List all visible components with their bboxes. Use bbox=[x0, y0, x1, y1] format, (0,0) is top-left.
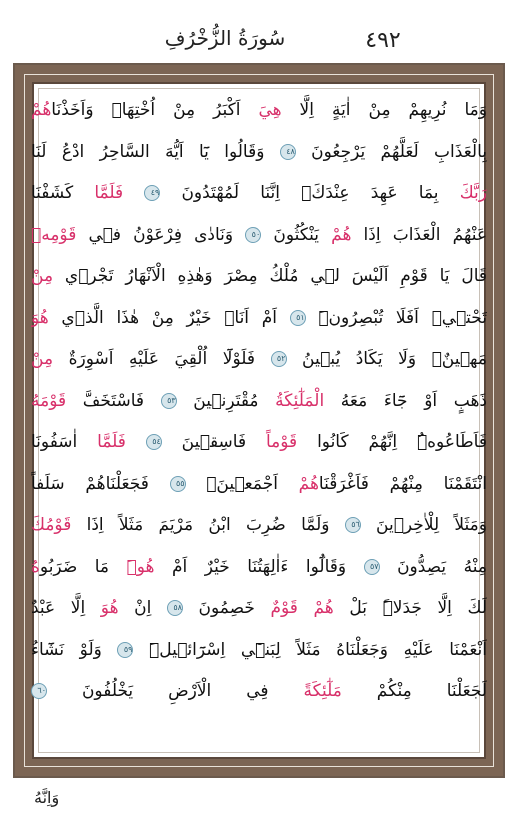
verse-text: وَمَثَلاً لِلْاٰخِرٖينَ bbox=[360, 515, 487, 535]
verse-text: مُقْتَرِنٖينَ bbox=[176, 390, 276, 411]
verse-text: وَلَمَّا ضُرِبَ ابْنُ مَرْيَمَ مَثَلاً اِذَا bbox=[71, 515, 345, 535]
verse-text: مَا ضَرَبُو bbox=[39, 556, 127, 577]
verse-text: تَحْتٖيۚ اَفَلَا تُبْصِرُونَۜ bbox=[305, 307, 487, 328]
highlighted-word: قَوْماً bbox=[265, 432, 298, 452]
verse-text: اَمْ اَنَا۬ خَيْرٌ مِنْ هٰذَا الَّذٖي bbox=[48, 307, 290, 328]
verse-text: خَصِمُونَ bbox=[182, 598, 271, 618]
verse-text: بِمَا عَهِدَ عِنْدَكَۚ اِنَّنَا لَمُهْتَدُونَ bbox=[160, 183, 460, 203]
verse-line bbox=[31, 218, 487, 252]
catchword: وَاِنَّهُ bbox=[34, 788, 60, 807]
surah-title: سُورَةُ الزُّخْرُفِ bbox=[164, 26, 286, 50]
verse-line bbox=[31, 508, 487, 542]
verse-text: اِنْ bbox=[118, 598, 167, 618]
verse-text: يَنْكُثُونَ bbox=[261, 224, 332, 245]
verse-line bbox=[31, 550, 487, 584]
verse-text: اَجْمَعٖينَۙ bbox=[185, 473, 299, 494]
ayah-number-marker: ٥٤ bbox=[146, 434, 162, 450]
verse-text: قَالَ يَا قَوْمِ اَلَيْسَ لٖي مُلْكُ مِصْرَ وَهٰذِهِ الْاَنْهَارُ تَجْرٖي bbox=[53, 266, 487, 286]
verse-line bbox=[31, 674, 487, 708]
highlighted-word: هُمْ bbox=[31, 100, 52, 120]
verse-line bbox=[31, 93, 487, 127]
verse-text: مَهٖينٌۙ وَلَا يَكَادُ يُبٖينُ bbox=[286, 349, 487, 369]
verse-line bbox=[31, 425, 487, 459]
verse-line bbox=[31, 342, 487, 376]
verse-text bbox=[123, 183, 144, 203]
verse-text: فَاسِقٖينَ bbox=[161, 432, 266, 452]
highlighted-word: قَوْمَهُ bbox=[31, 390, 67, 411]
highlighted-word: هُ bbox=[31, 556, 40, 577]
verse-text: وَقَالُوا يَٓا اَيُّهَ السَّاحِرُ ادْعُ لَنَا bbox=[31, 141, 280, 162]
verse-line bbox=[31, 633, 487, 667]
verse-line bbox=[31, 301, 487, 335]
verse-text: وَلَوْ نَشَٓاءُ bbox=[31, 639, 118, 660]
verse-text: اٰسَفُونَا bbox=[31, 432, 98, 452]
verse-text: اَكْبَرُ مِنْ اُخْتِهَاۘ وَاَخَذْنَا bbox=[51, 100, 259, 120]
ayah-number-marker: ٦٠ bbox=[31, 683, 47, 699]
verse-text: فَلَوْلَٓا اُلْقِيَ عَلَيْهِ اَسْوِرَةٌ bbox=[53, 349, 271, 369]
highlighted-word: مِنْ bbox=[31, 266, 54, 286]
highlighted-word: هُمْ bbox=[298, 473, 319, 494]
highlighted-word: الْمَلٰٓئِكَةُ bbox=[275, 390, 325, 411]
verse-text: وَقَالُٓوا ءَاٰلِهَتُنَا خَيْرٌ اَمْ bbox=[154, 556, 364, 577]
verse-line bbox=[31, 591, 487, 625]
verse-text: فَجَعَلْنَاهُمْ سَلَفاً bbox=[31, 473, 170, 494]
verse-line bbox=[31, 135, 487, 169]
ayah-number-marker: ٥٣ bbox=[161, 393, 177, 409]
highlighted-word: هِيَ bbox=[258, 100, 282, 120]
verse-text: وَمَا نُرِيهِمْ مِنْ اٰيَةٍ اِلَّا bbox=[281, 100, 487, 120]
highlighted-word: رَبَّكَ bbox=[459, 183, 487, 203]
verse-text: اَنْعَمْنَا عَلَيْهِ وَجَعَلْنَاهُ مَثَلاً لِبَنٖٓي اِسْرَٓائٖيلَۜ bbox=[133, 639, 487, 660]
ayah-number-marker: ٥٦ bbox=[345, 517, 361, 533]
highlighted-word: هُوَۜ bbox=[126, 556, 155, 577]
highlighted-word: مِنْ bbox=[31, 349, 54, 369]
verse-text bbox=[126, 432, 146, 452]
ayah-number-marker: ٥٢ bbox=[271, 351, 287, 367]
ayah-number-marker: ٤٩ bbox=[144, 185, 160, 201]
verse-text: فِي الْاَرْضِ يَخْلُفُونَ bbox=[47, 681, 304, 701]
verse-line bbox=[31, 176, 487, 210]
highlighted-word: هُمْ قَوْمٌ bbox=[270, 598, 334, 618]
verse-text: انْتَقَمْنَا مِنْهُمْ فَاَغْرَقْنَا bbox=[318, 473, 487, 494]
verse-text: اِلَّا عَبْدٌ bbox=[31, 598, 101, 618]
verse-text: فَاَطَاعُوهُۜ اِنَّهُمْ كَانُوا bbox=[297, 432, 487, 452]
ayah-number-marker: ٥٠ bbox=[245, 227, 261, 243]
ayah-number-marker: ٥٨ bbox=[167, 600, 183, 616]
verse-text: بِالْعَذَابِ لَعَلَّهُمْ يَرْجِعُونَ bbox=[295, 141, 487, 162]
ayah-number-marker: ٥٧ bbox=[364, 559, 380, 575]
verse-text: فَاسْتَخَفَّ bbox=[66, 390, 161, 411]
ayah-number-marker: ٥١ bbox=[290, 310, 306, 326]
highlighted-word: فَلَمَّا bbox=[94, 183, 124, 203]
page-header bbox=[0, 0, 518, 60]
quran-text-block bbox=[31, 93, 487, 757]
verse-text: لَجَعَلْنَا مِنْكُمْ bbox=[341, 681, 487, 701]
ayah-number-marker: ٥٥ bbox=[170, 476, 186, 492]
verse-text: لَكَ اِلَّا جَدَلاًۜ بَلْ bbox=[333, 598, 487, 618]
highlighted-word: هُوَ bbox=[31, 307, 49, 328]
highlighted-word: فَلَمَّا bbox=[97, 432, 126, 452]
highlighted-word: قَوْمِهٖ bbox=[31, 224, 77, 245]
verse-line bbox=[31, 384, 487, 418]
verse-text: وَنَادٰى فِرْعَوْنُ فٖي bbox=[76, 224, 246, 245]
verse-line bbox=[31, 259, 487, 293]
highlighted-word: مَلٰٓئِكَةً bbox=[303, 681, 342, 701]
highlighted-word: هُمْ bbox=[331, 224, 352, 245]
verse-text: مِنْهُ يَصِدُّونَ bbox=[379, 556, 487, 577]
verse-text: كَشَفْنَا bbox=[31, 183, 95, 203]
ayah-number-marker: ٤٨ bbox=[280, 144, 296, 160]
highlighted-word: قَوْمُكَ bbox=[31, 515, 72, 535]
verse-text: ذَهَبٍ اَوْ جَٓاءَ مَعَهُ bbox=[324, 390, 487, 411]
page-number: ٤٩٢ bbox=[365, 28, 401, 53]
ayah-number-marker: ٥٩ bbox=[117, 642, 133, 658]
verse-text: عَنْهُمُ الْعَذَابَ اِذَا bbox=[351, 224, 487, 245]
verse-line bbox=[31, 467, 487, 501]
highlighted-word: هُوَ bbox=[100, 598, 119, 618]
